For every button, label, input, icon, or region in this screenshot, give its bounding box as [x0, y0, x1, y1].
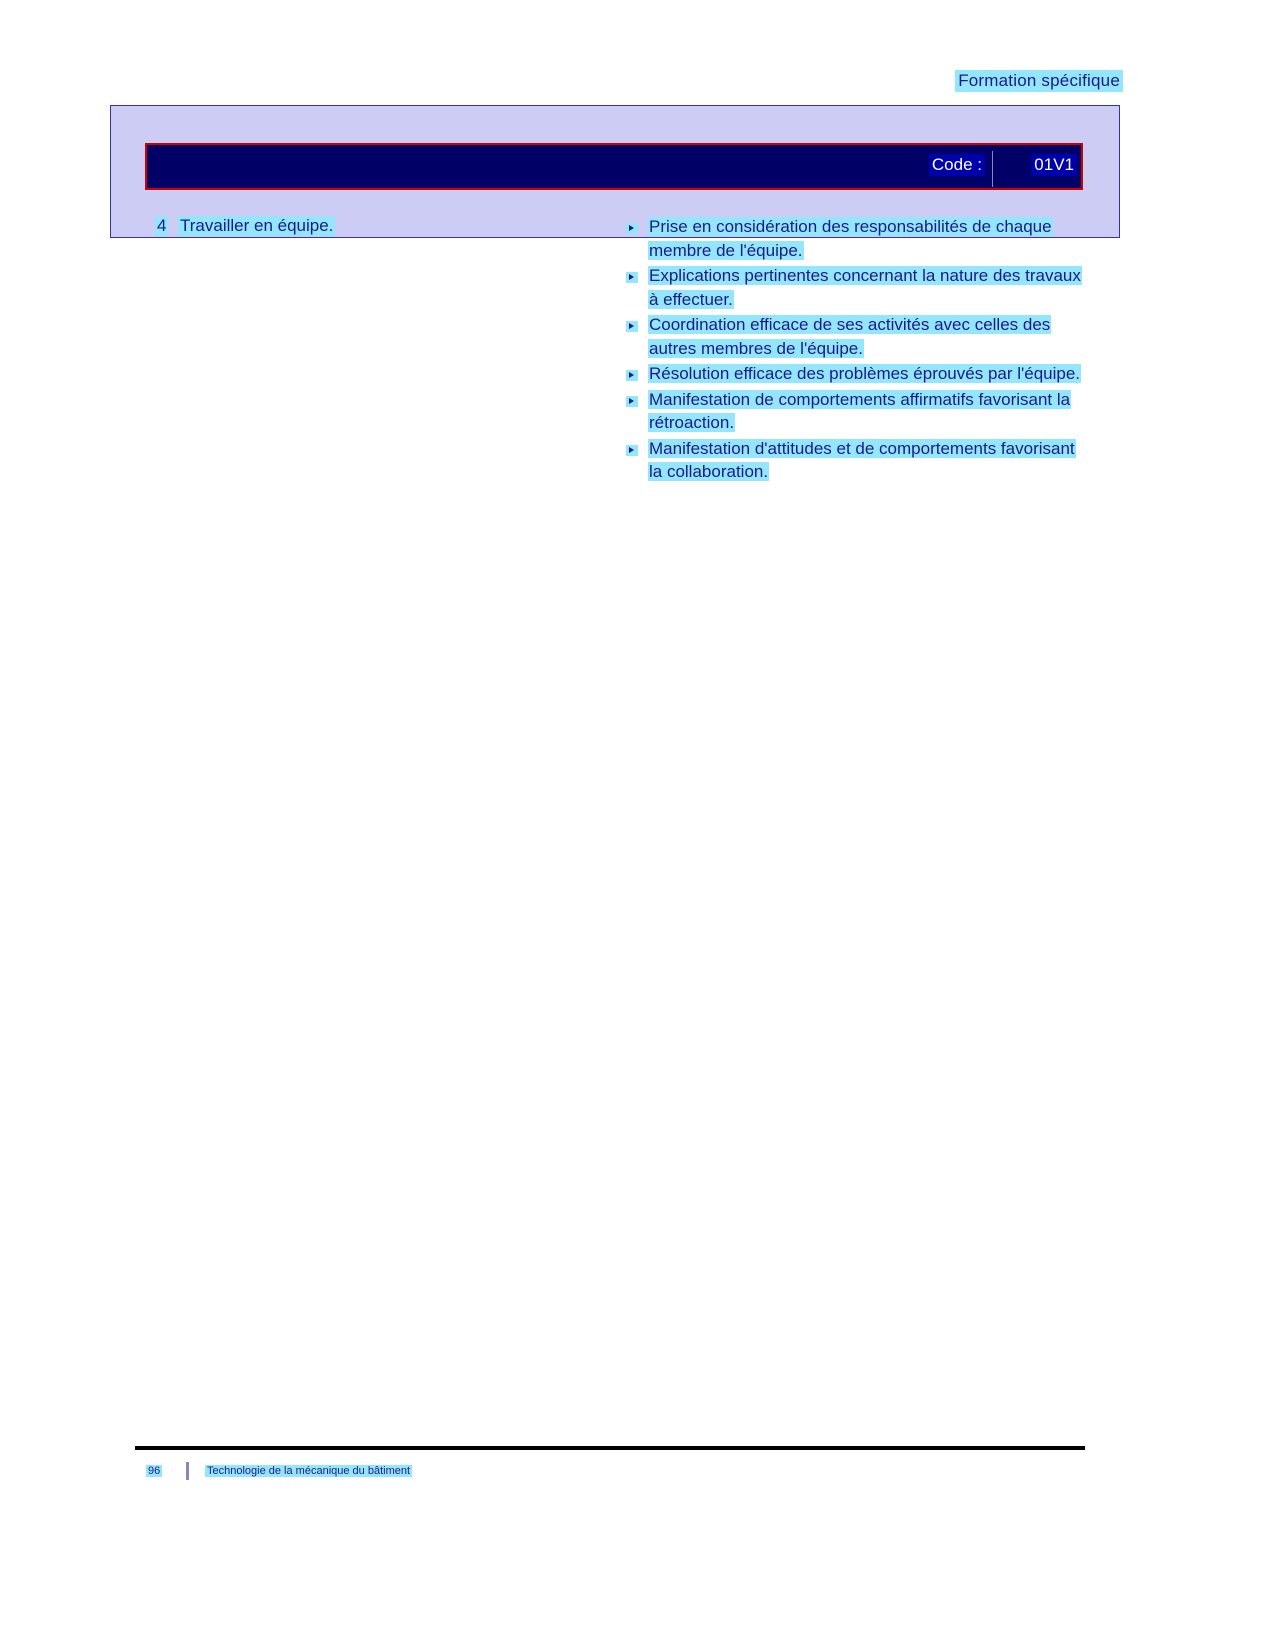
- criteria-text: Résolution efficace des problèmes éprouvés par l'équipe.: [649, 364, 1081, 383]
- criteria-text: Coordination efficace de ses activités avec celles des autres membres de l'équipe.: [649, 315, 1051, 358]
- list-item: [626, 264, 1086, 311]
- list-item: [626, 313, 1086, 360]
- footer-divider: [135, 1446, 1085, 1450]
- competency-code-label: Code :: [929, 154, 985, 176]
- criteria-list: [626, 215, 1086, 486]
- list-item: [626, 437, 1086, 484]
- list-item: [626, 362, 1086, 386]
- criteria-text: Prise en considération des responsabilités de chaque membre de l'équipe.: [649, 217, 1052, 260]
- list-item: [626, 215, 1086, 262]
- criteria-text: Manifestation de comportements affirmatifs favorisant la rétroaction.: [649, 389, 1071, 432]
- bullet-arrow-icon: [626, 396, 638, 407]
- bullet-arrow-icon: [626, 272, 638, 283]
- footer-page-number: 96: [148, 1465, 161, 1477]
- competency-title: Travailler en équipe.: [180, 216, 334, 235]
- text-cursor: [992, 151, 993, 187]
- bullet-arrow-icon: [626, 445, 638, 456]
- bullet-arrow-icon: [626, 223, 638, 234]
- list-item: [626, 388, 1086, 435]
- bullet-arrow-icon: [626, 321, 638, 332]
- criteria-text: Manifestation d'attitudes et de comportements favorisant la collaboration.: [649, 438, 1075, 481]
- footer-document-title: Technologie de la mécanique du bâtiment: [207, 1465, 411, 1477]
- criteria-text: Explications pertinentes concernant la nature des travaux à effectuer.: [649, 266, 1081, 309]
- footer-separator: [186, 1462, 189, 1480]
- competency-code-value: 01V1: [1031, 154, 1077, 176]
- section-header-label: Formation spécifique: [955, 70, 1123, 92]
- competency-number: 4: [157, 216, 167, 235]
- bullet-arrow-icon: [626, 370, 638, 381]
- competency-title-band: [145, 143, 1083, 190]
